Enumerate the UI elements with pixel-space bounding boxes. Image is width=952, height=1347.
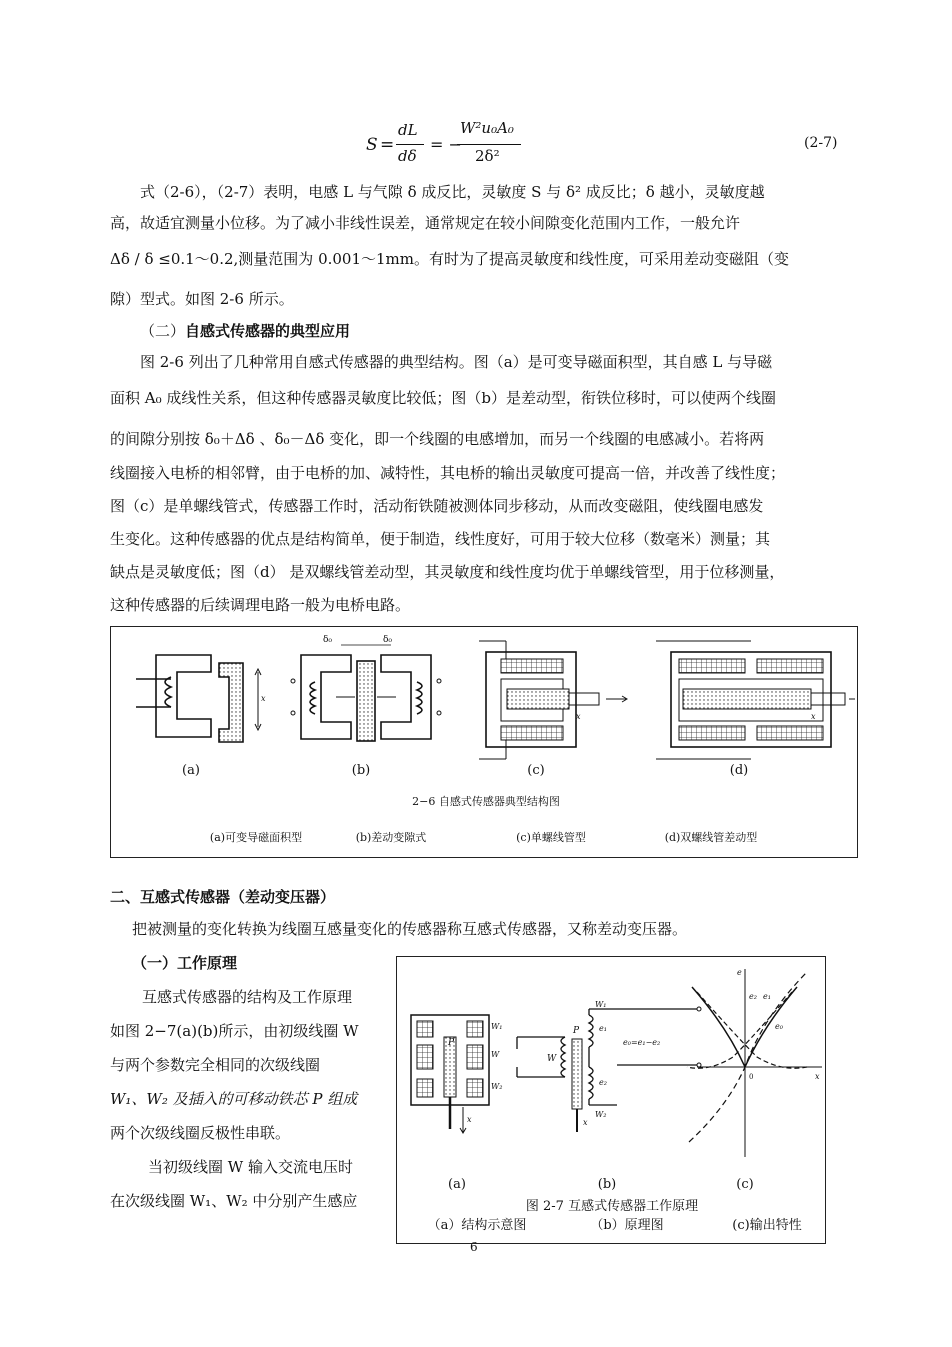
fig26-caption-c: (c)单螺线管型 [516, 831, 586, 844]
equation [360, 115, 860, 175]
fig27c-zero: 0 [749, 1073, 754, 1081]
diagram-c [479, 641, 627, 759]
fig27a-p: P [448, 1038, 455, 1048]
heading-applications [140, 320, 880, 342]
sub1-line6: 当初级线圈 W 输入交流电压时 [148, 1158, 353, 1176]
section2-heading: 二、互感式传感器（差动变压器） [110, 888, 336, 906]
diagram-a [136, 655, 266, 742]
eq-fraction-bar-1 [396, 144, 424, 145]
figure-2-6 [110, 626, 858, 858]
svg-text:x: x [261, 694, 266, 703]
page-number: 6 [470, 1240, 478, 1254]
sub1-line7: 在次级线圈 W₁、W₂ 中分别产生感应 [110, 1192, 358, 1210]
para2-line8: 这种传感器的后续调理电路一般为电桥电路。 [110, 596, 411, 614]
eq-lhs: S [366, 135, 378, 155]
svg-text:x: x [811, 712, 816, 721]
eq-den2: 2δ² [475, 147, 500, 165]
diagram-27b [517, 1000, 701, 1132]
fig26-caption-b: (b)差动变隙式 [355, 831, 427, 844]
fig26-title: 2−6 自感式传感器典型结构图 [412, 795, 560, 808]
fig27b-x: x [583, 1118, 588, 1127]
sub1-line3: 与两个参数完全相同的次级线圈 [110, 1056, 321, 1074]
figure-2-7-diagrams [397, 957, 825, 1175]
svg-text:x: x [576, 712, 581, 721]
delta-label-left: δ₀ [323, 635, 333, 645]
fig27c-e: e [737, 968, 742, 977]
fig27-caption-a: （a）结构示意图 [427, 1218, 527, 1233]
para1-line3: Δδ / δ ≤0.1～0.2,测量范围为 0.001～1mm。有时为了提高灵敏度和线性度，可采用差动变磁阻（变 [110, 250, 790, 268]
figure-2-6-diagrams [111, 627, 857, 777]
fig27b-e2: e₂ [599, 1078, 607, 1087]
fig27a-w2: W₂ [491, 1082, 503, 1091]
fig27c-e2: e₂ [749, 992, 757, 1001]
sub1-line5: 两个次级线圈反极性串联。 [110, 1124, 291, 1142]
fig26-label-b: (b) [351, 763, 371, 778]
eq-number: (2-7) [804, 135, 838, 151]
eq-num1: dL [398, 121, 418, 139]
fig27c-x: x [815, 1072, 820, 1081]
para2-line6: 生变化。这种传感器的优点是结构简单，便于制造，线性度好，可用于较大位移（数毫米）测量；其 [110, 530, 771, 548]
fig27b-e1: e₁ [599, 1024, 607, 1033]
sub1-line2: 如图 2−7(a)(b)所示，由初级线圈 W [110, 1022, 359, 1040]
para1-line2: 高，故适宜测量小位移。为了减小非线性误差，通常规定在较小间隙变化范围内工作，一般允许 [110, 214, 741, 232]
fig27-label-b: (b) [597, 1177, 617, 1192]
diagram-b [291, 635, 441, 741]
fig26-caption-a: (a)可变导磁面积型 [209, 831, 303, 844]
section2-intro: 把被测量的变化转换为线圈互感量变化的传感器称互感式传感器，又称差动变压器。 [132, 920, 688, 938]
para1-line1: 式（2-6），（2-7）表明，电感 L 与气隙 δ 成反比，灵敏度 S 与 δ² 成反比；δ 越小，灵敏度越 [140, 183, 765, 201]
delta-label-right: δ₀ [383, 635, 393, 645]
fig26-label-d: (d) [729, 763, 749, 778]
fig27a-x: x [467, 1115, 472, 1124]
para2-line1: 图 2-6 列出了几种常用自感式传感器的典型结构。图（a）是可变导磁面积型，其自感 L 与导磁 [140, 353, 773, 371]
diagram-27c [687, 968, 822, 1157]
fig26-caption-d: (d)双螺线管差动型 [664, 831, 758, 844]
eq-num2: W²u₀A₀ [460, 119, 514, 137]
fig27c-e0: e₀ [775, 1022, 783, 1031]
fig27-title: 图 2-7 互感式传感器工作原理 [525, 1199, 699, 1214]
fig27b-w2: W₂ [595, 1110, 607, 1119]
fig27a-w1: W₁ [491, 1022, 503, 1031]
sub1-line4: W₁、W₂ 及插入的可移动铁芯 P 组成 [110, 1090, 358, 1108]
eq-mid: = − [430, 135, 462, 154]
fig26-label-a: (a) [182, 763, 200, 778]
fig27-label-a: (a) [448, 1177, 466, 1192]
subsection1-text-column [110, 982, 394, 1222]
fig27b-p: P [573, 1026, 580, 1036]
heading-applications-text: 自感式传感器的典型应用 [185, 322, 351, 340]
para2-line5: 图（c）是单螺线管式，传感器工作时，活动衔铁随被测体同步移动，从而改变磁阻，使线圈电感发 [110, 497, 764, 515]
sub1-line1: 互感式传感器的结构及工作原理 [142, 988, 353, 1006]
para2-line3: 的间隙分别按 δ₀＋Δδ 、δ₀－Δδ 变化，即一个线圈的电感增加，而另一个线圈的电感减小。若将两 [110, 430, 765, 448]
fig26-label-c: (c) [527, 763, 545, 778]
subsection1-heading: （一）工作原理 [132, 954, 238, 972]
para2-line4: 线圈接入电桥的相邻臂，由于电桥的加、减特性，其电桥的输出灵敏度可提高一倍，并改善了线性度； [110, 464, 786, 482]
fig27-caption-c: (c)输出特性 [732, 1218, 802, 1233]
fig27a-w: W [491, 1050, 500, 1059]
fig27b-eq: e₀=e₁−e₂ [623, 1038, 661, 1047]
fig27-caption-b: （b）原理图 [590, 1218, 664, 1233]
eq-fraction-bar-2 [457, 144, 521, 145]
fig27b-w1: W₁ [595, 1000, 607, 1009]
heading-applications-prefix: （二） [140, 322, 186, 340]
figure-2-7 [396, 956, 826, 1244]
eq-den1: dδ [398, 147, 417, 165]
para2-line2: 面积 A₀ 成线性关系，但这种传感器灵敏度比较低；图（b）是差动型，衔铁位移时，可以使两个线圈 [110, 389, 776, 407]
para2-line7: 缺点是灵敏度低；图（d） 是双螺线管差动型，其灵敏度和线性度均优于单螺线管型，用于位移测量， [110, 563, 785, 581]
fig27-label-c: (c) [736, 1177, 754, 1192]
fig27b-w: W [547, 1054, 557, 1064]
diagram-27a [411, 1015, 502, 1133]
fig27c-e1: e₁ [763, 992, 771, 1001]
para1-line4: 隙）型式。如图 2-6 所示。 [110, 290, 294, 308]
eq-equals: = [380, 135, 395, 155]
diagram-d [656, 641, 855, 759]
